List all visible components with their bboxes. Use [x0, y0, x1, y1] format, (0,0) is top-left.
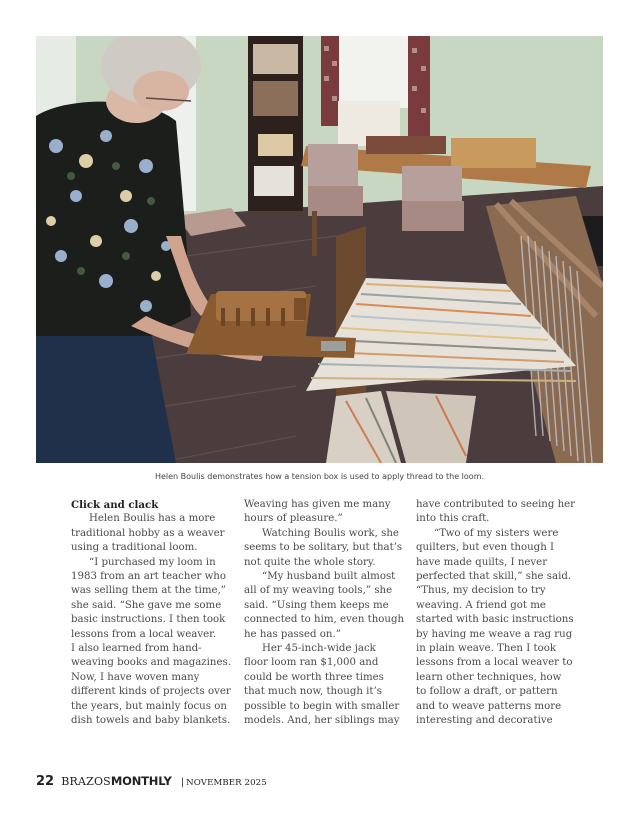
text-line: Helen Boulis has a more	[89, 513, 216, 525]
text-line: “Thus, my decision to try	[416, 585, 546, 597]
text-line: basic instructions. I then took	[71, 614, 226, 626]
text-line: was selling them at the time,”	[71, 585, 227, 597]
text-line: said. “Using them keeps me	[244, 599, 389, 611]
text-line: have made quilts, I never	[416, 556, 548, 568]
text-line: quilters, but even though I	[416, 542, 555, 554]
text-line: models. And, her siblings may	[244, 715, 400, 727]
text-line: traditional hobby as a weaver	[71, 527, 225, 539]
text-line: connected to him, even though	[244, 614, 405, 626]
text-line: the years, but mainly focus on	[71, 700, 227, 712]
text-line: that much now, though it’s	[244, 686, 382, 698]
text-line: interesting and decorative	[416, 715, 553, 727]
text-line: have contributed to seeing her	[416, 499, 576, 510]
column-3-text	[416, 498, 576, 729]
brand-name-bold: MONTHLY	[110, 774, 172, 788]
column-2-text	[244, 498, 404, 729]
text-line: weaving books and magazines.	[71, 657, 231, 669]
text-line: weaving. A friend got me	[416, 599, 546, 611]
text-line: using a traditional loom.	[71, 542, 198, 554]
text-line: I also learned from hand-	[71, 643, 202, 655]
text-line: he has passed on.”	[244, 628, 341, 640]
page-number: 22	[36, 774, 55, 789]
text-line: lessons from a local weaver.	[71, 628, 217, 640]
photo-caption: Helen Boulis demonstrates how a tension box is used to apply thread to the loom.	[154, 472, 485, 481]
text-line: to follow a draft, or pattern	[416, 686, 558, 698]
text-line: dish towels and baby blankets.	[71, 715, 231, 727]
text-line: into this craft.	[416, 513, 490, 525]
text-line: different kinds of projects over	[71, 686, 231, 698]
text-line: she said. “She gave me some	[71, 599, 222, 611]
weaving-photo-illustration	[36, 36, 603, 463]
text-line: by having me weave a rag rug	[416, 628, 573, 640]
text-line: could be worth three times	[244, 671, 384, 683]
text-line: in plain weave. Then I took	[416, 643, 557, 655]
brand-name-light: BRAZOS	[61, 775, 111, 788]
article-column-3	[416, 498, 576, 729]
text-line: perfected that skill,” she said.	[416, 571, 572, 583]
text-line: not quite the whole story.	[244, 556, 376, 568]
text-line: lessons from a local weaver to	[416, 657, 573, 669]
text-line: “I purchased my loom in	[89, 556, 216, 568]
text-line: seems to be solitary, but that’s	[244, 542, 403, 554]
text-line: “My husband built almost	[262, 571, 396, 583]
text-line: Weaving has given me many	[244, 499, 391, 510]
article-column-2	[244, 498, 404, 729]
text-line: Her 45-inch-wide jack	[262, 643, 376, 655]
issue-date: NOVEMBER 2025	[186, 778, 267, 788]
text-line: learn other techniques, how	[416, 671, 562, 683]
text-line: “Two of my sisters were	[434, 527, 559, 539]
text-line: Watching Boulis work, she	[262, 527, 399, 539]
text-line: hours of pleasure.”	[244, 513, 343, 525]
section-subhead: Click and clack	[71, 499, 159, 511]
text-line: all of my weaving tools,” she	[244, 585, 393, 597]
text-line: 1983 from an art teacher who	[71, 571, 227, 583]
page-footer	[36, 770, 267, 789]
text-line: started with basic instructions	[416, 614, 574, 626]
article-column-1	[71, 498, 231, 729]
text-line: and to weave patterns more	[416, 700, 562, 712]
column-1-text	[71, 512, 231, 728]
footer-separator: |	[180, 777, 185, 788]
text-line: floor loom ran $1,000 and	[244, 657, 379, 669]
article-photo	[36, 36, 603, 463]
text-line: Now, I have woven many	[71, 671, 200, 683]
text-line: possible to begin with smaller	[244, 700, 400, 712]
